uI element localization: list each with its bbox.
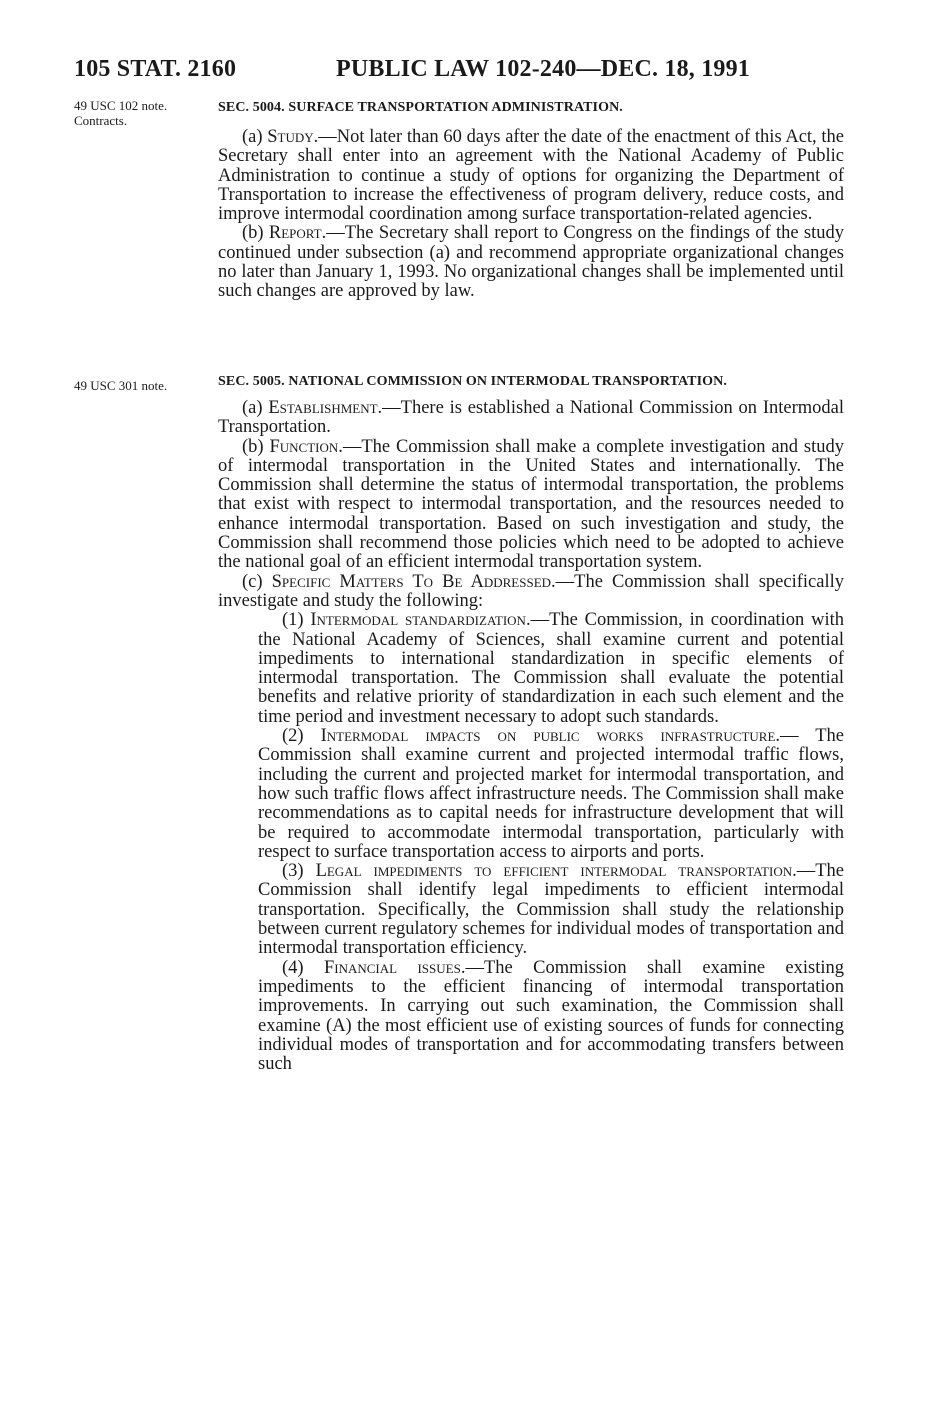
subsection-b-report	[218, 224, 844, 301]
running-head	[74, 56, 854, 90]
paragraph-label: (4)	[282, 957, 324, 978]
section-title: NATIONAL COMMISSION ON INTERMODAL TRANSPORTATION.	[288, 374, 727, 389]
subsection-a-study	[218, 128, 844, 224]
subsection-b-function	[218, 438, 844, 573]
paragraph-label: (1)	[282, 610, 311, 631]
margin-note-contracts: Contracts.	[74, 113, 128, 128]
subsection-heading: Study.	[267, 127, 319, 147]
paragraph-heading: Intermodal standardization.	[310, 610, 531, 631]
subsection-heading: Function.	[269, 436, 343, 457]
statute-page-number: 105 STAT. 2160	[74, 56, 237, 82]
paragraph-text: —The Commission shall identify legal impediments to efficient intermodal transportation. Specifically, the Commission shall study the relationship between current regulatory schemes for individual modes of transportation and intermodal transportation efficiency.	[258, 861, 844, 959]
subsection-text: —Not later than 60 days after the date of the enactment of this Act, the Secretary shall enter into an agreement with the National Academy of Public Administration to continue a study of options for organizing the Department of Transportation to increase the effectiveness of program delivery, reduce costs, and improve intermodal coordination among surface transportation-related agencies.	[218, 127, 844, 225]
subsection-heading: Specific Matters To Be Addressed.	[271, 571, 556, 592]
subsection-heading: Report.	[268, 223, 327, 244]
subsection-c-specific-matters	[218, 573, 844, 612]
section-number: SEC. 5004.	[218, 100, 285, 115]
paragraph-1-intermodal-standardization	[218, 611, 844, 727]
section-5004	[218, 99, 844, 302]
margin-note-usc-102: 49 USC 102 note.	[74, 98, 168, 113]
section-5005	[218, 373, 844, 1074]
paragraph-text: —The Commission shall examine existing impediments to the efficient financing of intermodal transportation improvements. In carrying out such examination, the Commission shall examine (A) the most efficient use of existing sources of funds for connecting individual modes of transportation and for accommodating transfers between such	[258, 957, 844, 1075]
section-5005-heading	[218, 373, 844, 391]
subsection-text: —The Commission shall specifically investigate and study the following:	[218, 571, 844, 611]
paragraph-text: — The Commission shall examine current and projected intermodal traffic flows, including the current and projected market for intermodal transportation, and how such traffic flows affect infrastructure needs. The Commission shall make recommendations as to capital needs for infrastructure development that will be required to accommodate intermodal transportation, particularly with respect to surface transportation access to airports and ports.	[258, 726, 844, 862]
subsection-a-establishment	[218, 399, 844, 438]
subsection-label: (c)	[242, 571, 272, 592]
paragraph-text: —The Commission, in coordination with the National Academy of Sciences, shall examine current and potential impediments to international standardization in specific elements of intermodal transportation. The Commission shall evaluate the potential benefits and relative priority of standardization in each such element and the time period and investment necessary to adopt such standards.	[258, 610, 844, 727]
public-law-citation: PUBLIC LAW 102-240—DEC. 18, 1991	[336, 56, 750, 82]
subsection-label: (a)	[242, 398, 269, 418]
subsection-text: —The Commission shall make a complete investigation and study of intermodal transportation in the United States and internationally. The Commission shall determine the status of intermodal transportation, the problems that exist with respect to intermodal transportation, and the resources needed to enhance intermodal transportation. Based on such investigation and study, the Commission shall recommend those policies which need to be adopted to achieve the national goal of an efficient intermodal transportation system.	[218, 436, 845, 573]
subsection-heading: Establishment.	[268, 398, 383, 418]
section-number: SEC. 5005.	[218, 374, 285, 389]
paragraph-label: (3)	[282, 861, 316, 882]
paragraph-heading: Legal impediments to efficient intermodal transportation.	[315, 861, 797, 882]
subsection-label: (b)	[242, 223, 269, 244]
paragraph-4-financial-issues	[218, 959, 844, 1075]
paragraph-2-public-works-infrastructure	[218, 727, 844, 862]
margin-note-usc-301: 49 USC 301 note.	[74, 378, 168, 393]
section-title: SURFACE TRANSPORTATION ADMINISTRATION.	[288, 100, 623, 115]
subsection-text: —There is established a National Commission on Intermodal Transportation.	[218, 398, 844, 438]
paragraph-3-legal-impediments	[218, 862, 844, 958]
section-5004-heading	[218, 99, 844, 117]
paragraph-heading: Intermodal impacts on public works infrastructure.	[320, 726, 781, 747]
paragraph-heading: Financial issues.	[323, 957, 466, 978]
paragraph-label: (2)	[282, 726, 321, 747]
subsection-text: —The Secretary shall report to Congress on the findings of the study continued under subsection (a) and recommend appropriate organizational changes no later than January 1, 1993. No organizational changes shall be implemented until such changes are approved by law.	[218, 223, 844, 302]
subsection-label: (b)	[242, 436, 270, 457]
subsection-label: (a)	[242, 127, 268, 147]
